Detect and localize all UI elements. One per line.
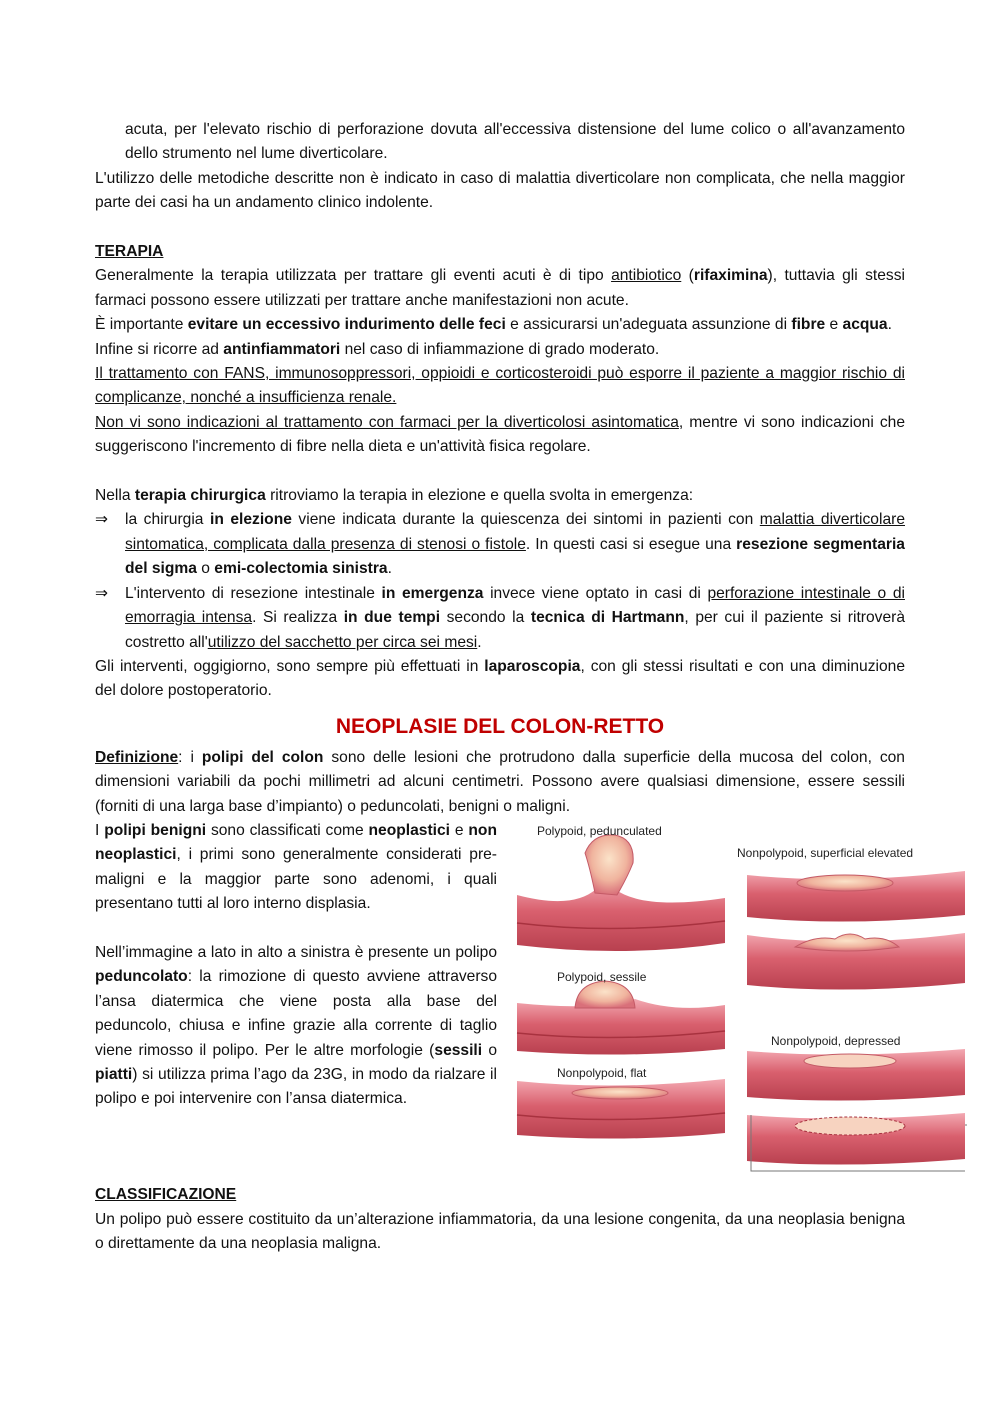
pedunculated-polyp-icon (517, 835, 725, 951)
label-depressed: Nonpolypoid, depressed (771, 1033, 901, 1048)
definition-paragraph: Definizione: i polipi del colon sono delle lesioni che protrudono dalla superficie della mucosa del colon, con dimensioni variabili da pochi millimetri ad alcuni centimetri. Possono avere qualsiasi dimensione, essere sessili (forniti di una larga base d’impianto) o peduncolati, benigni o maligni. (95, 748, 905, 815)
terapia-paragraph-5: Non vi sono indicazioni al trattamento con farmaci per la diverticolosi asintomatica, mentre vi sono indicazioni che suggeriscono l'incremento di fibre nella dieta e un'attività fisica regolare. (95, 413, 906, 456)
list-item: ⇒ la chirurgia in elezione viene indicata durante la quiescenza dei sintomi in pazienti con malattia diverticolare sintomatica, complicata dalla presenza di stenosi o fistole. In questi casi si esegue una resezione segmentaria del sigma o emi-colectomia sinistra. (95, 508, 905, 581)
polyp-illustration (515, 823, 967, 1173)
polyp-text-column (95, 819, 497, 1112)
label-pedunculated: Polypoid, pedunculated (537, 823, 662, 838)
superficial-elevated-polyp-icon (747, 871, 965, 990)
polypectomy-paragraph: Nell’immagine a lato in alto a sinistra è presente un polipo peduncolato: la rimozione di questo avviene attraverso l’ansa diatermica che viene posta alla base del peduncolo, chiusa e infine grazie alla corrente di taglio viene rimosso il polipo. Per le altre morfologie (sessili o piatti) si utilizza prima l’ago da 23G, in modo da rialzare il polipo e poi intervenire con l’ansa diatermica. (95, 943, 497, 1108)
laparoscopia-paragraph: Gli interventi, oggigiorno, sono sempre più effettuati in laparoscopia, con gli stessi risultati e con una diminuzione del dolore postoperatorio. (95, 657, 905, 700)
section-heading-terapia: TERAPIA (95, 243, 164, 261)
polyp-section (95, 819, 914, 1159)
label-flat: Nonpolypoid, flat (557, 1065, 647, 1080)
polyp-morphology-figure (515, 823, 967, 1173)
chapter-title: NEOPLASIE DEL COLON-RETTO (335, 714, 665, 738)
arrow-icon: ⇒ (95, 584, 109, 602)
benign-polyps-paragraph: I polipi benigni sono classificati come neoplastici e non neoplastici, i primi sono generalmente considerati pre-maligni e la maggior parte sono adenomi, i quali presentano tutti al loro interno displasia. (95, 821, 497, 913)
list-item: ⇒ L'intervento di resezione intestinale in emergenza invece viene optato in casi di perforazione intestinale o di emorragia intensa. Si realizza in due tempi secondo la tecnica di Hartmann, per cui il paziente si ritroverà costretto all'utilizzo del sacchetto per circa sei mesi. (95, 582, 905, 655)
terapia-paragraph-3: Infine si ricorre ad antinfiammatori nel caso di infiammazione di grado moderato. (95, 340, 660, 358)
document-page (95, 118, 914, 1257)
surgery-list (95, 508, 905, 654)
intro-paragraph-continued: acuta, per l'elevato rischio di perforazione dovuta all'eccessiva distensione del lume colico o all'avanzamento dello strumento nel lume diverticolare. (125, 121, 905, 163)
flat-polyp-icon (517, 1079, 725, 1139)
sessile-polyp-icon (517, 981, 725, 1055)
label-sessile: Polypoid, sessile (557, 969, 647, 984)
terapia-paragraph-2: È importante evitare un eccessivo indurimento delle feci e assicurarsi un'adeguata assunzione di fibre e acqua. (95, 316, 892, 334)
section-heading-classificazione: CLASSIFICAZIONE (95, 1186, 237, 1204)
depressed-polyp-icon (747, 1049, 967, 1171)
arrow-icon: ⇒ (95, 511, 109, 529)
terapia-paragraph-4: Il trattamento con FANS, immunosoppressori, oppioidi e corticosteroidi può esporre il paziente a maggior rischio di complicanze, nonché a insufficienza renale. (95, 365, 905, 407)
terapia-chirurgica-paragraph: Nella terapia chirurgica ritroviamo la terapia in elezione e quella svolta in emergenza: (95, 487, 694, 505)
label-superficial-elevated: Nonpolypoid, superficial elevated (737, 845, 914, 860)
intro-paragraph: L'utilizzo delle metodiche descritte non è indicato in caso di malattia diverticolare non complicata, che nella maggior parte dei casi ha un andamento clinico indolente. (95, 169, 905, 212)
terapia-paragraph-1: Generalmente la terapia utilizzata per trattare gli eventi acuti è di tipo antibiotico (rifaximina), tuttavia gli stessi farmaci possono essere utilizzati per trattare anche manifestazioni non acute. (95, 267, 905, 309)
classificazione-paragraph: Un polipo può essere costituito da un’alterazione infiammatoria, da una lesione congenita, da una neoplasia benigna o direttamente da una neoplasia maligna. (95, 1210, 905, 1253)
